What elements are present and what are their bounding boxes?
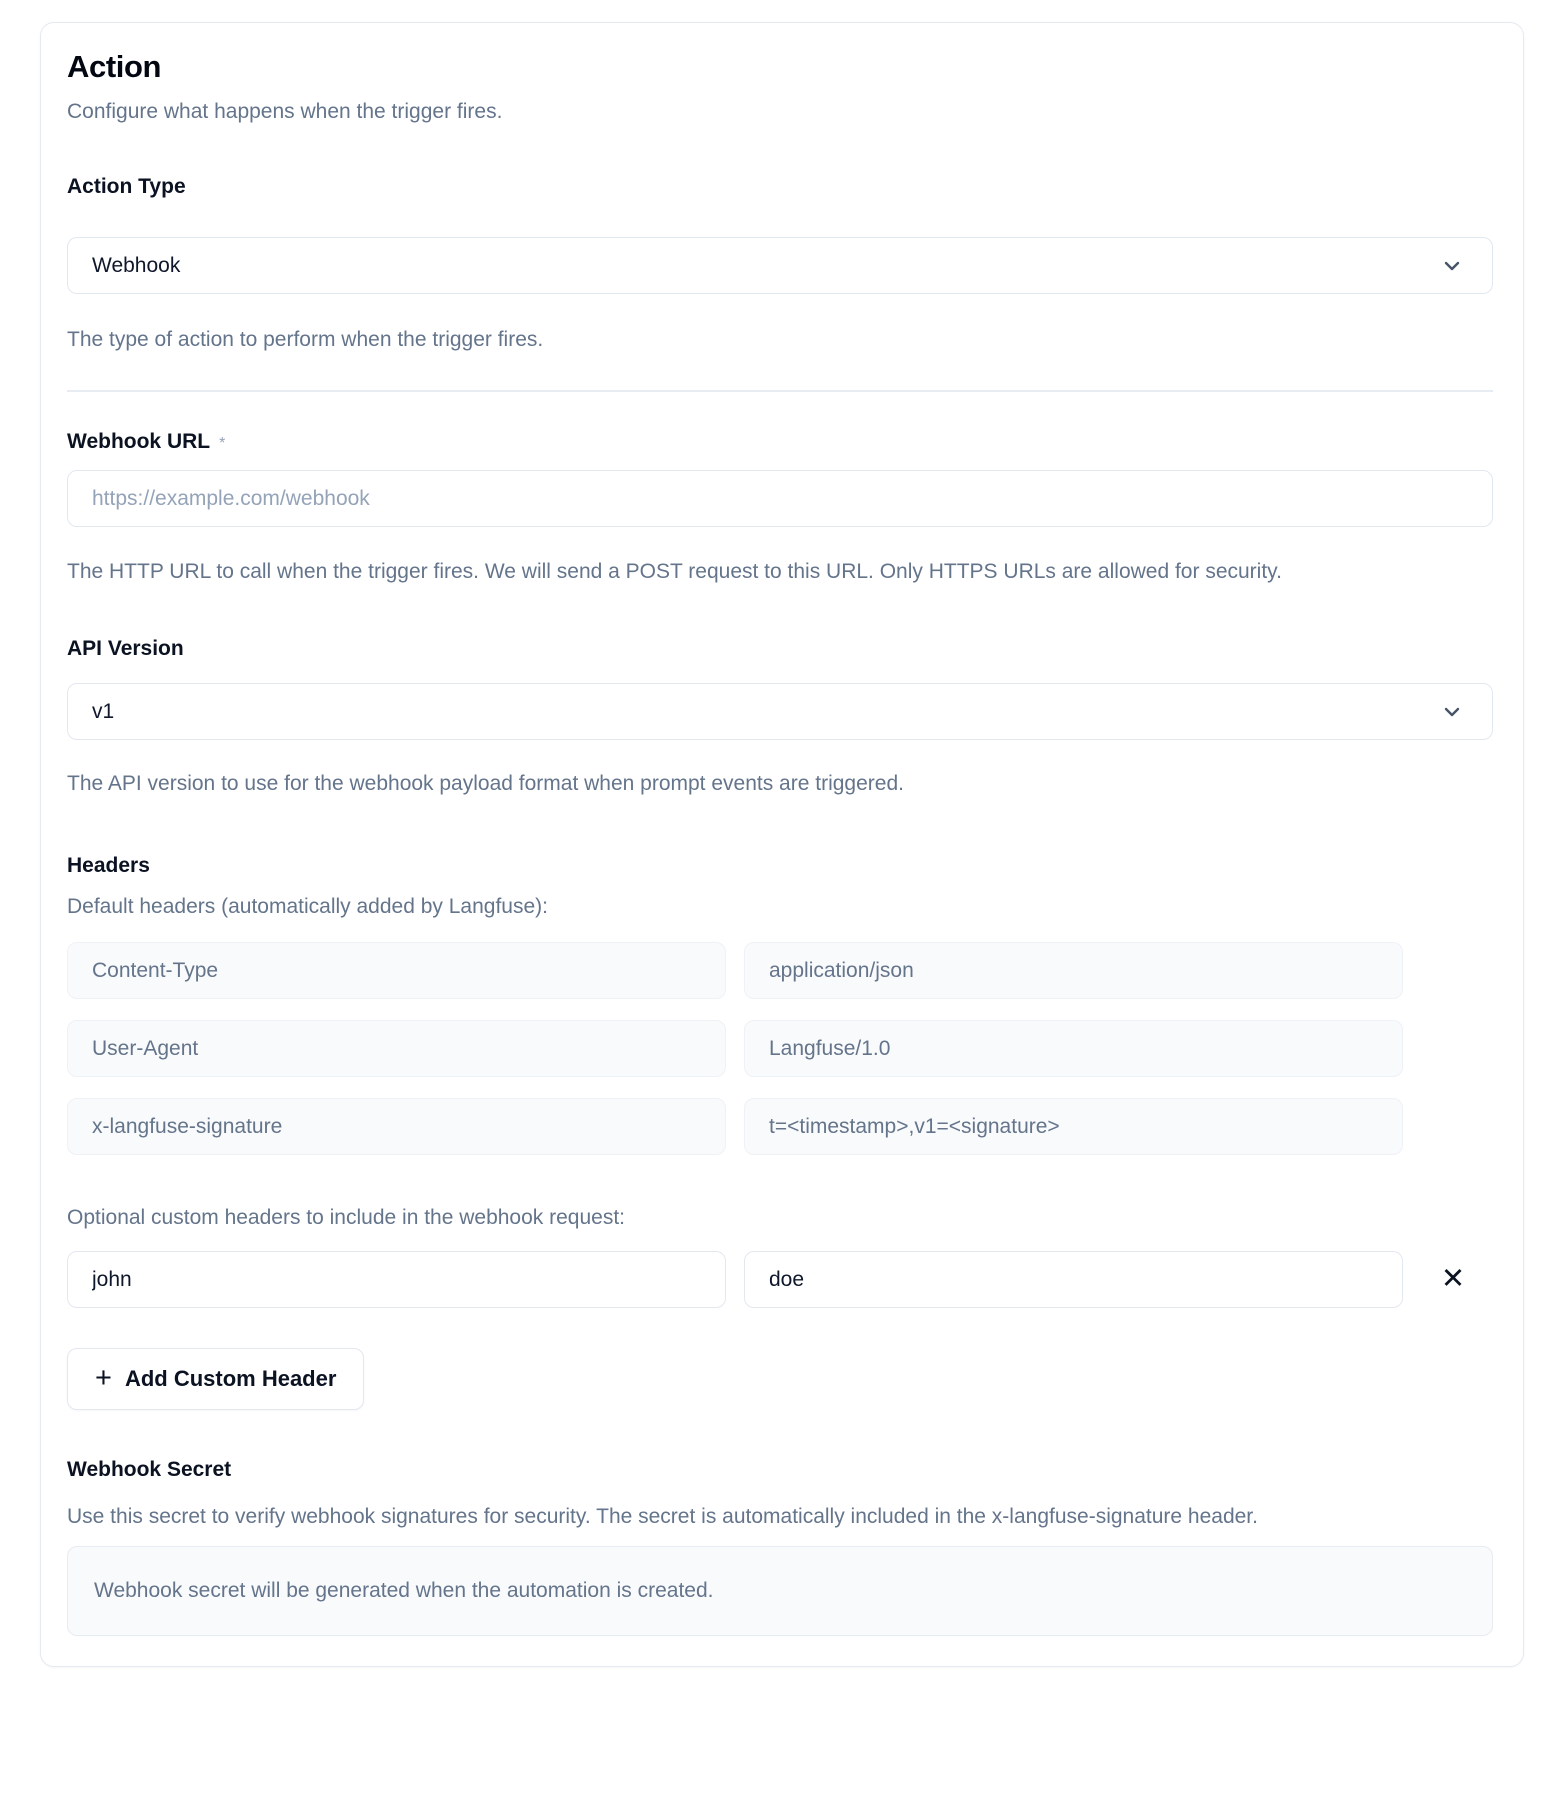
header-value-field — [744, 942, 1403, 999]
webhook-url-help: The HTTP URL to call when the trigger fires. We will send a POST request to this URL. Only HTTPS URLs are allowed for security. — [67, 560, 1282, 583]
chevron-down-icon — [1438, 698, 1466, 726]
api-version-label: API Version — [67, 637, 184, 660]
webhook-url-label: Webhook URL — [67, 430, 211, 453]
remove-header-button[interactable] — [1427, 1254, 1479, 1306]
api-version-help: The API version to use for the webhook payload format when prompt events are triggered. — [67, 772, 904, 795]
header-value-field — [744, 1020, 1403, 1077]
required-asterisk: * — [219, 435, 226, 452]
custom-header-value-input[interactable] — [744, 1251, 1403, 1308]
add-custom-header-label: Add Custom Header — [124, 1366, 337, 1391]
webhook-url-label-row — [67, 428, 1493, 456]
header-key-field — [67, 1098, 726, 1155]
table-row — [67, 1098, 1493, 1155]
action-type-select[interactable] — [67, 237, 1493, 294]
header-value-field — [744, 1098, 1403, 1155]
header-key-field — [67, 942, 726, 999]
webhook-secret-label: Webhook Secret — [67, 1458, 232, 1481]
header-key-field — [67, 1020, 726, 1077]
action-type-help: The type of action to perform when the trigger fires. — [67, 328, 544, 351]
action-type-label: Action Type — [67, 175, 186, 198]
plus-icon: + — [95, 1361, 112, 1394]
section-divider — [67, 390, 1493, 392]
webhook-secret-placeholder-text: Webhook secret will be generated when the automation is created. — [94, 1579, 714, 1602]
webhook-secret-placeholder-box — [67, 1546, 1493, 1636]
default-headers-list — [67, 942, 1493, 1155]
table-row — [67, 942, 1493, 999]
action-type-selected-value: Webhook — [92, 253, 181, 277]
custom-header-row — [67, 1251, 1493, 1308]
custom-headers-caption: Optional custom headers to include in the webhook request: — [67, 1206, 626, 1229]
chevron-down-icon — [1438, 252, 1466, 280]
api-version-select[interactable] — [67, 683, 1493, 740]
webhook-secret-description: Use this secret to verify webhook signatures for security. The secret is automatically included in the x-langfuse-signature header. — [67, 1505, 1258, 1528]
api-version-selected-value: v1 — [92, 699, 115, 723]
default-headers-caption: Default headers (automatically added by Langfuse): — [67, 895, 548, 918]
action-panel — [40, 22, 1524, 1667]
page-subtitle: Configure what happens when the trigger fires. — [67, 100, 503, 123]
add-custom-header-button[interactable] — [67, 1348, 364, 1410]
page-title: Action — [67, 49, 162, 84]
table-row — [67, 1020, 1493, 1077]
webhook-url-input[interactable] — [67, 470, 1493, 527]
headers-label: Headers — [67, 854, 150, 877]
close-icon: ✕ — [1440, 1263, 1466, 1295]
custom-header-key-input[interactable] — [67, 1251, 726, 1308]
